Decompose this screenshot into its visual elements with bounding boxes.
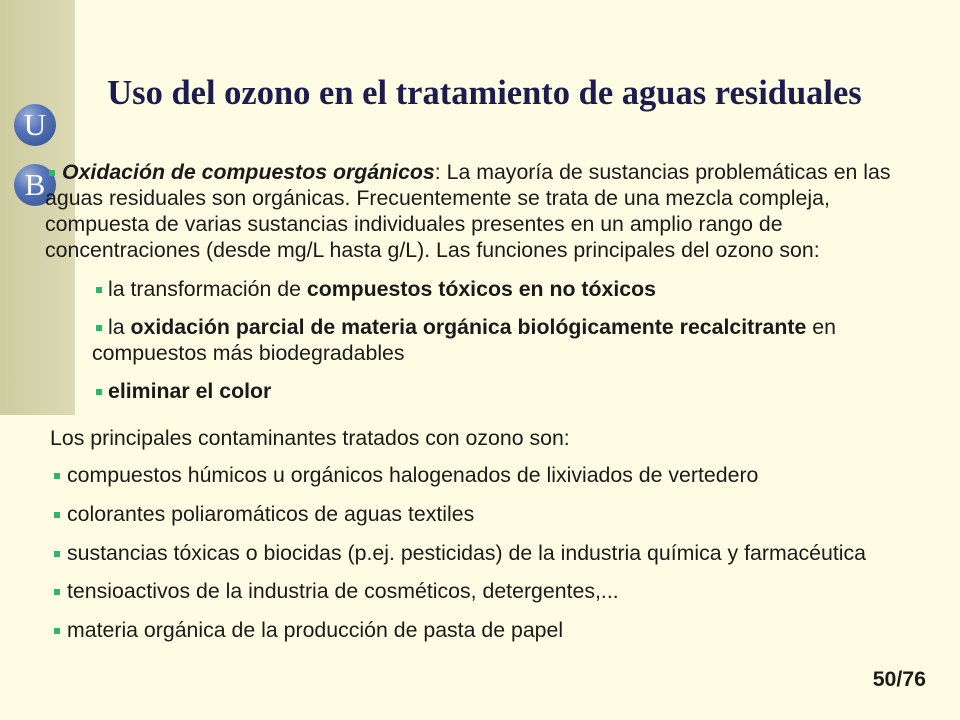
contaminant-item — [53, 462, 915, 488]
contaminant-item — [53, 540, 915, 566]
ozone-function-text-after: en compuestos más biodegradables — [92, 315, 836, 365]
square-bullet-icon — [54, 589, 60, 595]
ozone-function-item — [92, 314, 915, 366]
square-bullet-icon — [96, 389, 102, 395]
contaminants-list — [53, 462, 915, 656]
contaminant-item — [53, 501, 915, 527]
ozone-function-item — [92, 378, 915, 404]
intro-text: : La mayoría de sustancias problemáticas en las aguas residuales son orgánicas. Frecuentemente se trata de una mezcla compleja, compuesta de varias sustancias individuales presentes en un amplio rango de concentraciones (desde mg/L hasta g/L). Las funciones principales del ozono son: — [45, 160, 891, 262]
contaminants-heading: Los principales contaminantes tratados con ozono son: — [50, 426, 570, 450]
page-number: 50/76 — [872, 667, 926, 691]
contaminant-text: compuestos húmicos u orgánicos halogenados de lixiviados de vertedero — [67, 463, 759, 487]
intro-paragraph — [45, 159, 915, 263]
contaminant-item — [53, 617, 915, 643]
square-bullet-icon — [96, 325, 102, 331]
ozone-functions-list — [92, 276, 915, 416]
contaminant-item — [53, 578, 915, 604]
square-bullet-icon — [54, 473, 60, 479]
square-bullet-icon — [49, 170, 55, 176]
ozone-function-emphasis: eliminar el color — [108, 379, 272, 403]
contaminant-text: materia orgánica de la producción de pasta de papel — [67, 618, 564, 642]
intro-term: Oxidación de compuestos orgánicos — [62, 160, 435, 184]
square-bullet-icon — [54, 551, 60, 557]
slide-title: Uso del ozono en el tratamiento de aguas residuales — [107, 74, 862, 112]
square-bullet-icon — [54, 628, 60, 634]
square-bullet-icon — [96, 287, 102, 293]
logo-letter-u: U — [23, 107, 47, 142]
contaminant-text: sustancias tóxicas o biocidas (p.ej. pesticidas) de la industria química y farmacéutica — [67, 540, 867, 565]
logo-letter-b: B — [24, 167, 46, 202]
ozone-function-text: la transformación de — [108, 277, 307, 301]
ozone-function-emphasis: compuestos tóxicos en no tóxicos — [306, 277, 656, 301]
contaminant-text: colorantes poliaromáticos de aguas textiles — [67, 501, 475, 526]
square-bullet-icon — [54, 512, 60, 518]
ozone-function-emphasis: oxidación parcial de materia orgánica biológicamente recalcitrante — [130, 315, 807, 339]
ozone-function-item — [92, 276, 915, 302]
contaminant-text: tensioactivos de la industria de cosméticos, detergentes,... — [67, 579, 619, 604]
ozone-function-text: la — [108, 315, 131, 339]
